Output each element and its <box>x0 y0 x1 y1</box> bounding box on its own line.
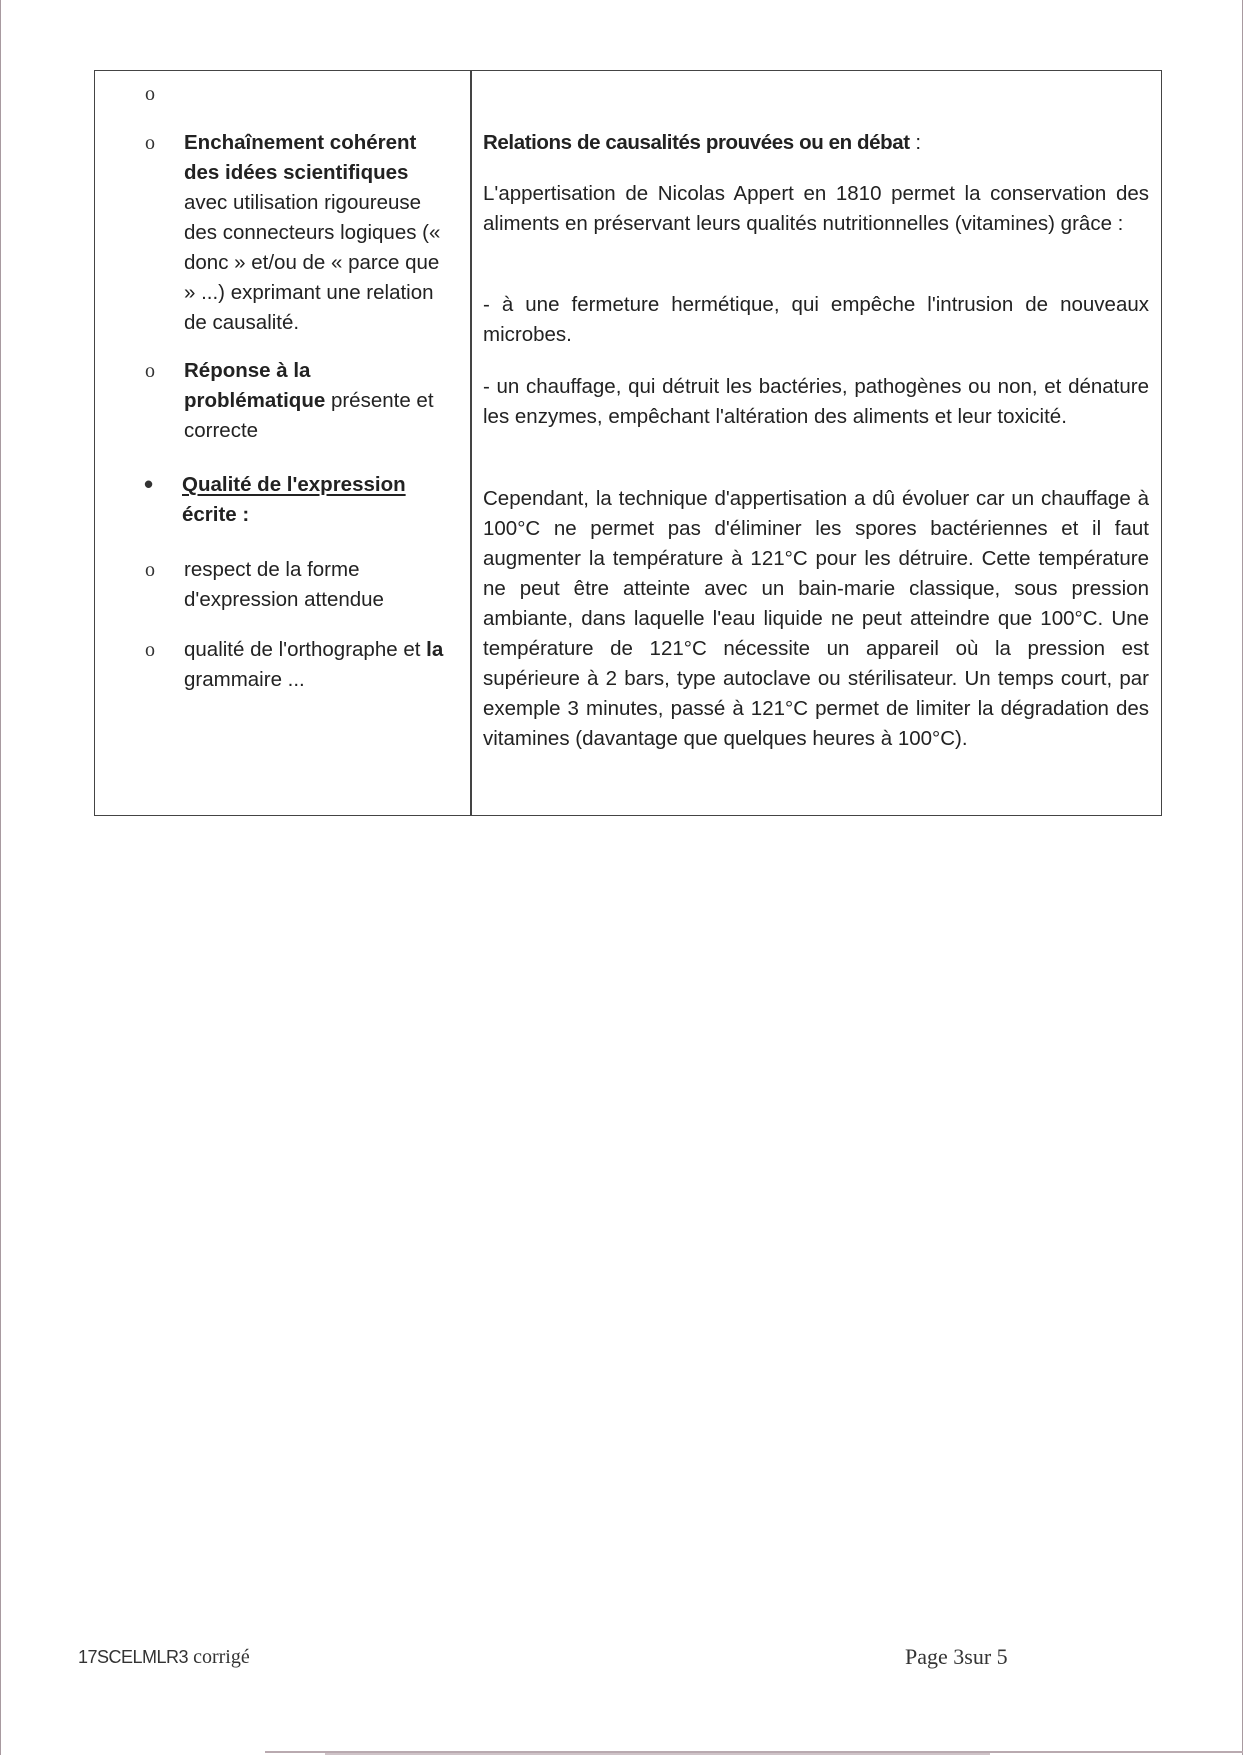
footer-document-code <box>78 1646 250 1669</box>
list-marker: o <box>145 360 155 382</box>
criteria-normal: respect de la forme d'expression attendue <box>184 558 384 611</box>
document-code: 17SCELMLR3 <box>78 1647 189 1667</box>
bullet-marker: • <box>144 469 154 499</box>
document-label: corrigé <box>193 1646 250 1668</box>
answer-paragraph: L'appertisation de Nicolas Appert en 1810 permet la conservation des aliments en préservant leurs qualités nutritionnelles (vitamines) grâce : <box>483 182 1149 235</box>
answer-paragraph: - un chauffage, qui détruit les bactéries, pathogènes ou non, et dénature les enzymes, empêchant l'altération des aliments et leur toxicité. <box>483 375 1149 428</box>
heading-suffix: : <box>909 131 922 154</box>
criteria-text <box>182 470 452 530</box>
criteria-bold: la <box>426 638 444 661</box>
list-marker: o <box>145 83 155 105</box>
criteria-text <box>184 555 454 615</box>
column-divider <box>470 71 472 815</box>
criteria-bold-underlined: Qualité de l'expression <box>182 473 406 496</box>
list-marker: o <box>145 132 155 154</box>
criteria-text <box>184 635 454 695</box>
criteria-bold: écrite : <box>182 503 250 526</box>
grading-table <box>94 70 1162 816</box>
criteria-text <box>184 356 454 446</box>
list-marker: o <box>145 559 155 581</box>
criteria-normal: présente et correcte <box>184 389 434 442</box>
page-edge-left <box>0 0 1 1755</box>
criteria-bold: Réponse à la problématique <box>184 359 326 412</box>
answer-paragraph: Cependant, la technique d'appertisation a dû évoluer car un chauffage à 100°C ne permet pas d'éliminer les spores bactériennes et il faut augmenter la température à 121°C pour les détruire. Cette température ne peut être atteinte avec un bain-marie classique, sous pression ambiante, dans laquelle l'eau liquide ne peut atteindre que 100°C. Une température de 121°C nécessite un appareil où la pression est supérieure à 2 bars, type autoclave ou stérilisateur. Un temps court, par exemple 3 minutes, passé à 121°C permet de limiter la dégradation des vitamines (davantage que quelques heures à 100°C). <box>483 487 1149 750</box>
page-number: Page 3sur 5 <box>905 1644 1008 1669</box>
criteria-column <box>95 71 470 815</box>
criteria-normal: grammaire ... <box>184 668 305 691</box>
criteria-text <box>184 128 454 338</box>
answer-paragraph: - à une fermeture hermétique, qui empêche l'intrusion de nouveaux microbes. <box>483 293 1149 346</box>
criteria-normal: avec utilisation rigoureuse des connecteurs logiques (« donc » et/ou de « parce que » ...) exprimant une relation de causalité. <box>184 191 441 334</box>
answer-heading <box>483 128 1149 158</box>
criteria-bold: Enchaînement cohérent des idées scientifiques <box>184 131 417 184</box>
list-marker: o <box>145 639 155 661</box>
heading-text: Relations de causalités prouvées ou en débat <box>483 131 910 154</box>
criteria-normal: qualité de l'orthographe et <box>184 638 427 661</box>
